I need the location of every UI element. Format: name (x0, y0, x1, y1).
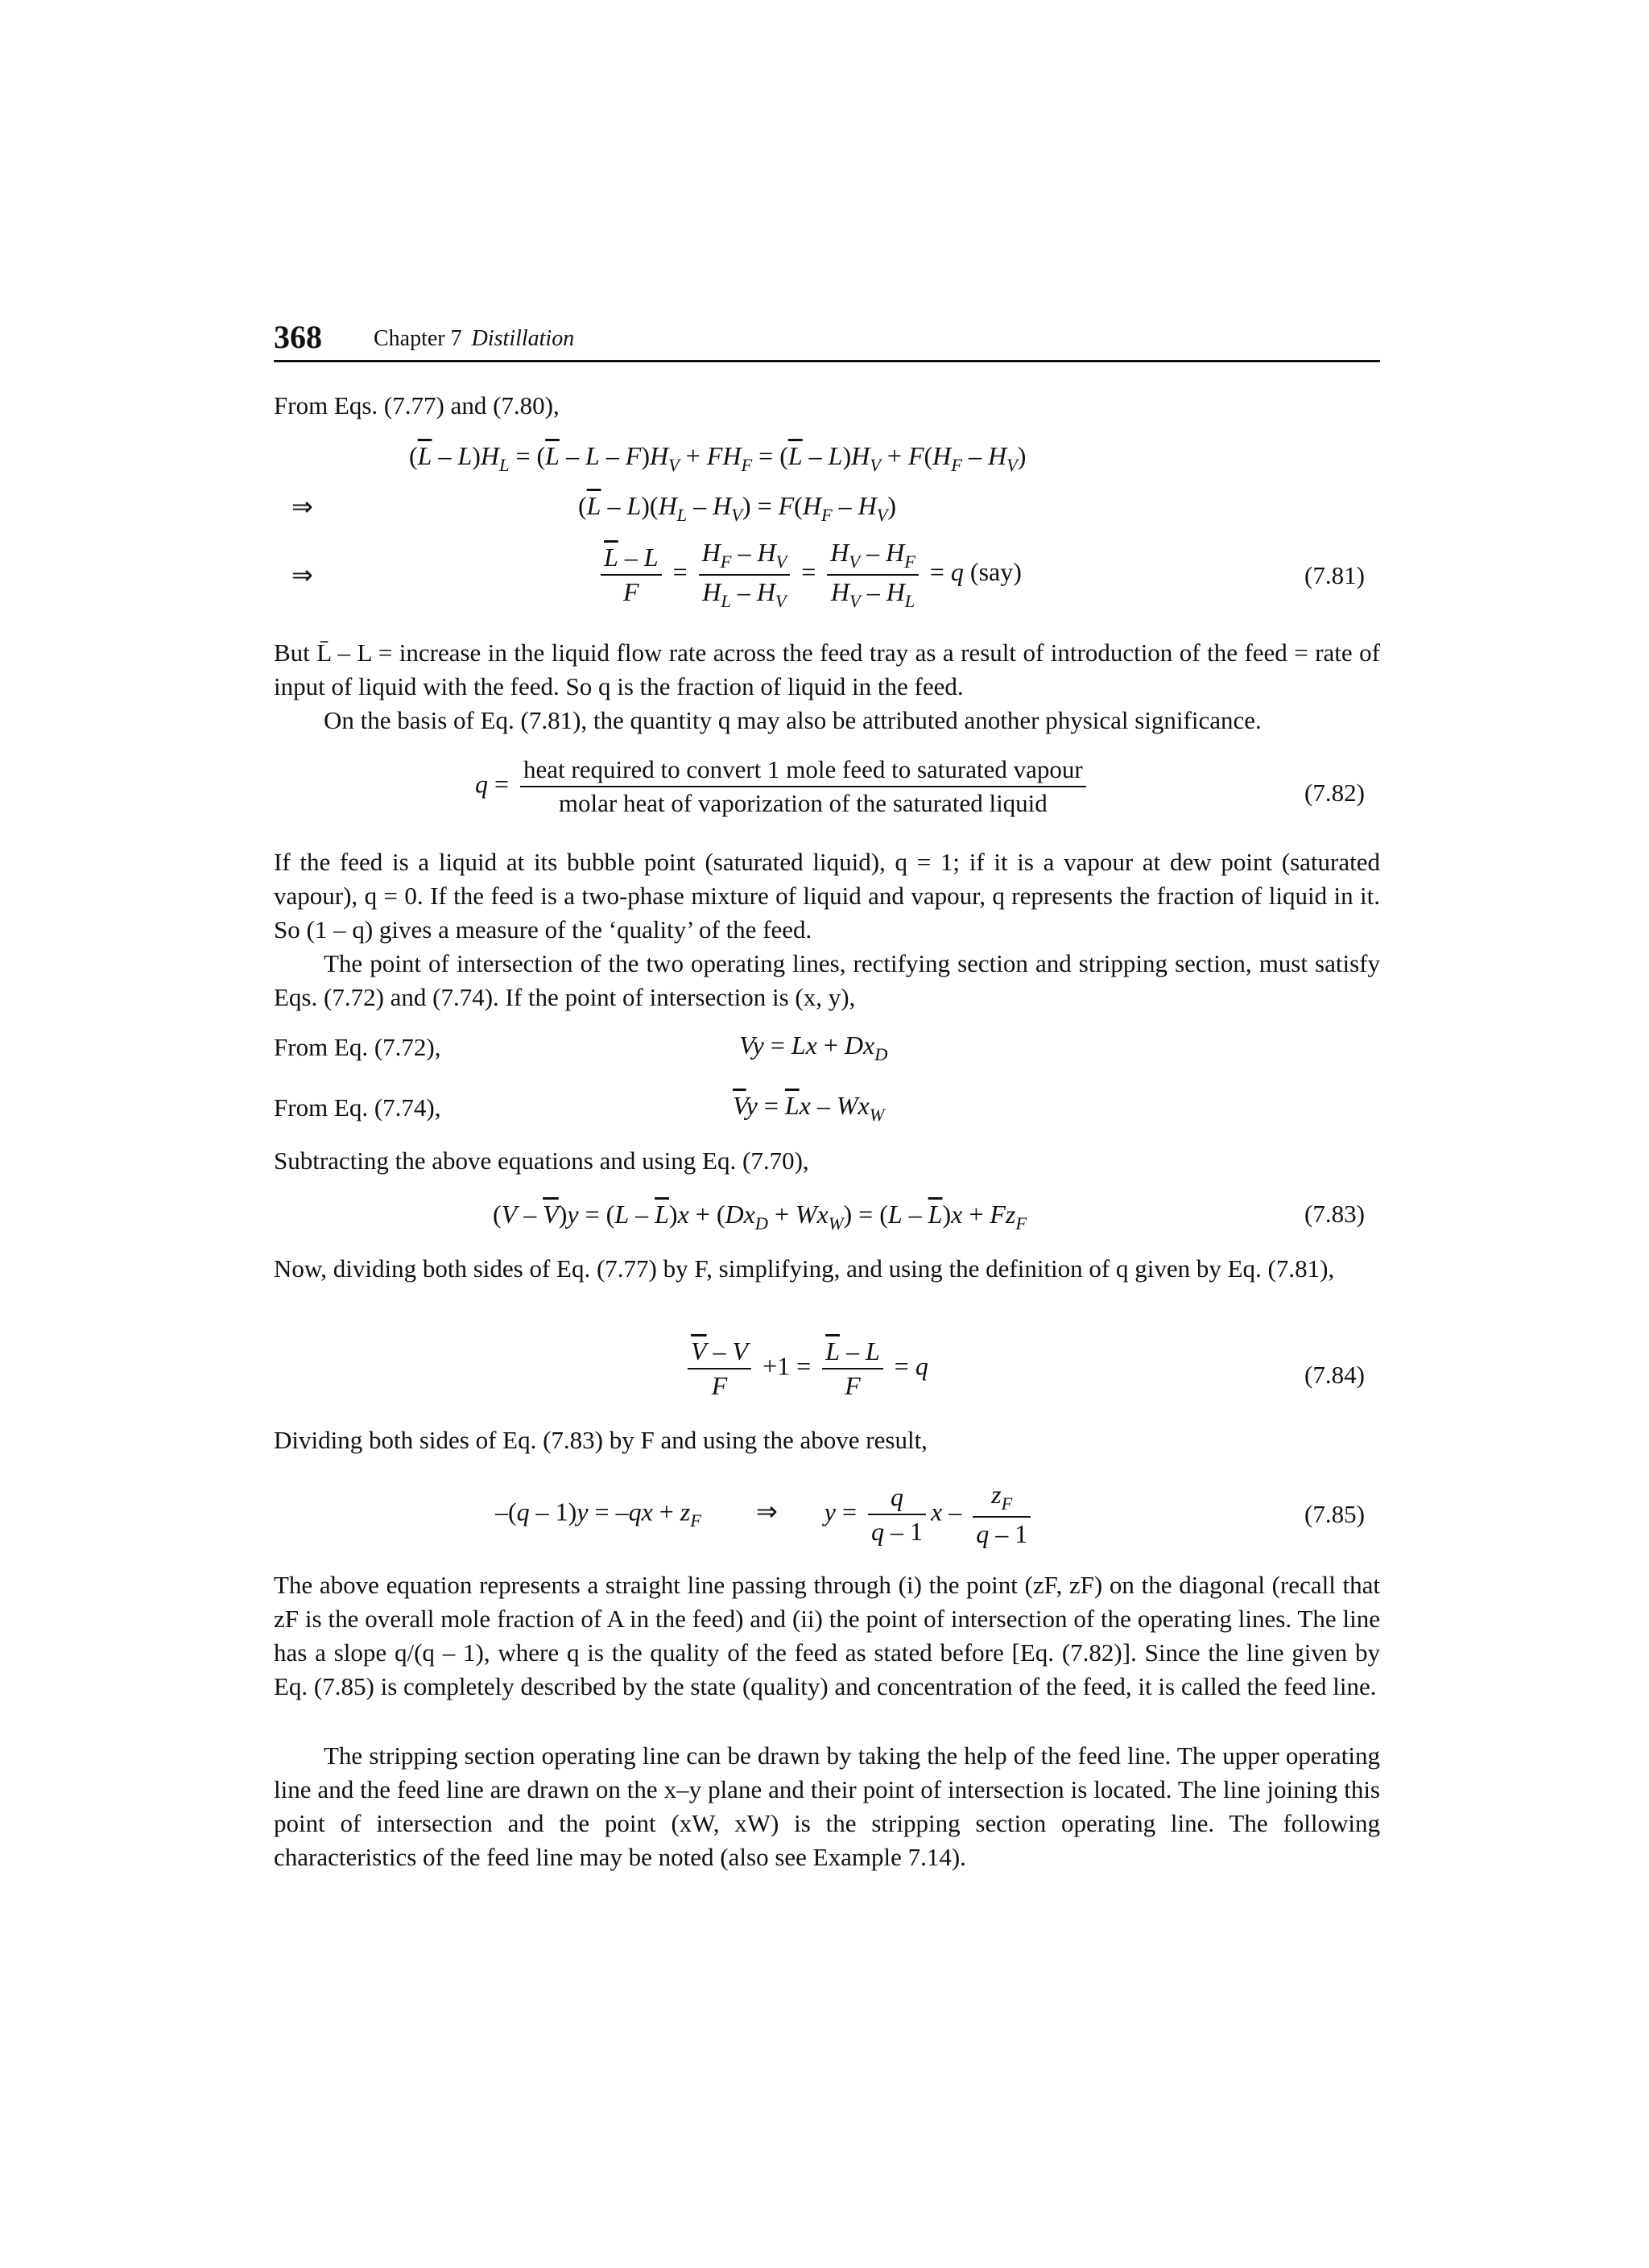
paragraph-text: But L̄ – L = increase in the liquid flow rate across the feed tray as a result of introduction of the feed = rate of input of liquid with the feed. So q is the fraction of liquid in the feed. (274, 638, 1380, 700)
equation-number: (7.85) (1304, 1500, 1365, 1528)
fraction: $\frac{\overline{V} - V}{F}$ (688, 1336, 751, 1401)
equation-number: (7.81) (1304, 561, 1365, 589)
equation-7-85: $-(q - 1)y = -qx + z_F$ ⇒ y = $\frac{q}{q - 1}$ x – $\frac{z_F}{q - 1}$ (495, 1480, 1035, 1549)
fraction (520, 755, 1086, 818)
paragraph (274, 1739, 1380, 1874)
dividing-text: Dividing both sides of Eq. (7.83) by F and using the above result, (274, 1426, 928, 1454)
fraction-numerator: heat required to convert 1 mole feed to saturated vapour (520, 755, 1086, 787)
fraction-denominator: molar heat of vaporization of the saturated liquid (558, 789, 1048, 817)
fraction: $\frac{q}{q - 1}$ (868, 1482, 926, 1547)
paragraph-text: If the feed is a liquid at its bubble point (saturated liquid), q = 1; if it is a vapour at dew point (saturated vapour), q = 0. If the feed is a two-phase mixture of liquid and vapour, q represents the fraction of liquid in it. So (1 – q) gives a measure of the ‘quality’ of the feed. (274, 848, 1380, 944)
chapter-title: Distillation (471, 326, 575, 351)
paragraph (274, 636, 1380, 704)
chapter-number: Chapter 7 (374, 326, 462, 351)
paragraph-text: On the basis of Eq. (7.81), the quantity q may also be attributed another physical significance. (324, 706, 1262, 734)
implies-arrow-1: ⇒ (291, 491, 313, 522)
fraction: $\frac{H_V - H_F}{H_V - H_L}$ (827, 538, 919, 612)
paragraph (274, 1252, 1380, 1286)
equation-number: (7.82) (1304, 779, 1365, 807)
paragraph-text: Now, dividing both sides of Eq. (7.77) by F, simplifying, and using the definition of q given by Eq. (7.81), (274, 1254, 1335, 1283)
paragraph (274, 704, 1380, 737)
equation-7-81: $\frac{\overline{L} - L}{F}$ = $\frac{H_F - H_V}{H_L - H_V}$ = $\frac{H_V - H_F}{H_V - H_L}$ = q (say) (596, 538, 1022, 612)
paragraph (274, 947, 1380, 1014)
equation-rectifying: $Vy = Lx + Dx_D$ (739, 1031, 888, 1064)
from-eq-7-72: From Eq. (7.72), (274, 1033, 441, 1061)
fraction: $\frac{\overline{L} - L}{F}$ (601, 543, 662, 607)
from-eqs-text: From Eqs. (7.77) and (7.80), (274, 391, 560, 419)
equation-line-2: $(\overline{L} - L)(H_L - H_V) = F(H_F - H_V)$ (578, 491, 897, 525)
paragraph-text: The above equation represents a straight line passing through (i) the point (zF, zF) on the diagonal (recall that zF is the overall mole fraction of A in the feed) and (ii) the point of intersection of the operating lines. The line has a slope q/(q – 1), where q is the quality of the feed as stated before [Eq. (7.82)]. Since the line given by Eq. (7.85) is completely described by the state (quality) and concentration of the feed, it is called the feed line. (274, 1571, 1380, 1700)
from-eq-7-74: From Eq. (7.74), (274, 1093, 441, 1122)
paragraph (274, 845, 1380, 947)
equation-number: (7.83) (1304, 1200, 1365, 1228)
equation-number: (7.84) (1304, 1361, 1365, 1389)
equation-stripping: $\overline{V}y = \overline{L}x - Wx_W$ (733, 1091, 885, 1125)
running-header (274, 318, 1380, 362)
paragraph-text: The stripping section operating line can be drawn by taking the help of the feed line. The upper operating line and the feed line are drawn on the x–y plane and their point of intersection is located. The line joining this point of intersection and the point (xW, xW) is the stripping section operating line. The following characteristics of the feed line may be noted (also see Example 7.14). (274, 1741, 1380, 1871)
equation-line-1: $(\overline{L} - L)H_L = (\overline{L} - L - F)H_V + FH_F = (\overline{L} - L)H_V + F(H_F - H_V)$ (409, 441, 1027, 475)
paragraph (274, 1568, 1380, 1704)
implies-arrow-2: ⇒ (291, 560, 313, 590)
fraction: $\frac{H_F - H_V}{H_L - H_V}$ (699, 538, 791, 612)
paragraph-text: The point of intersection of the two operating lines, rectifying section and stripping section, must satisfy Eqs. (7.72) and (7.74). If the point of intersection is (x, y), (274, 949, 1380, 1011)
fraction: $\frac{\overline{L} - L}{F}$ (822, 1336, 883, 1401)
subtracting-text: Subtracting the above equations and using Eq. (7.70), (274, 1146, 809, 1175)
equation-7-83: $(V - \overline{V})y = (L - \overline{L})x + (Dx_D + Wx_W) = (L - \overline{L})x + Fz_F$ (493, 1200, 1027, 1233)
chapter-label (374, 326, 574, 352)
equation-7-84: $\frac{\overline{V} - V}{F}$ +1 = $\frac{\overline{L} - L}{F}$ = q (683, 1336, 928, 1401)
fraction: $\frac{z_F}{q - 1}$ (973, 1480, 1031, 1549)
page-number: 368 (274, 319, 322, 355)
equation-7-82: q = $\frac{\text{heat required to convert 1 mole feed to saturated vapour}}{\text{molar heat of vaporization of the saturated liquid}}$ (475, 755, 1091, 818)
